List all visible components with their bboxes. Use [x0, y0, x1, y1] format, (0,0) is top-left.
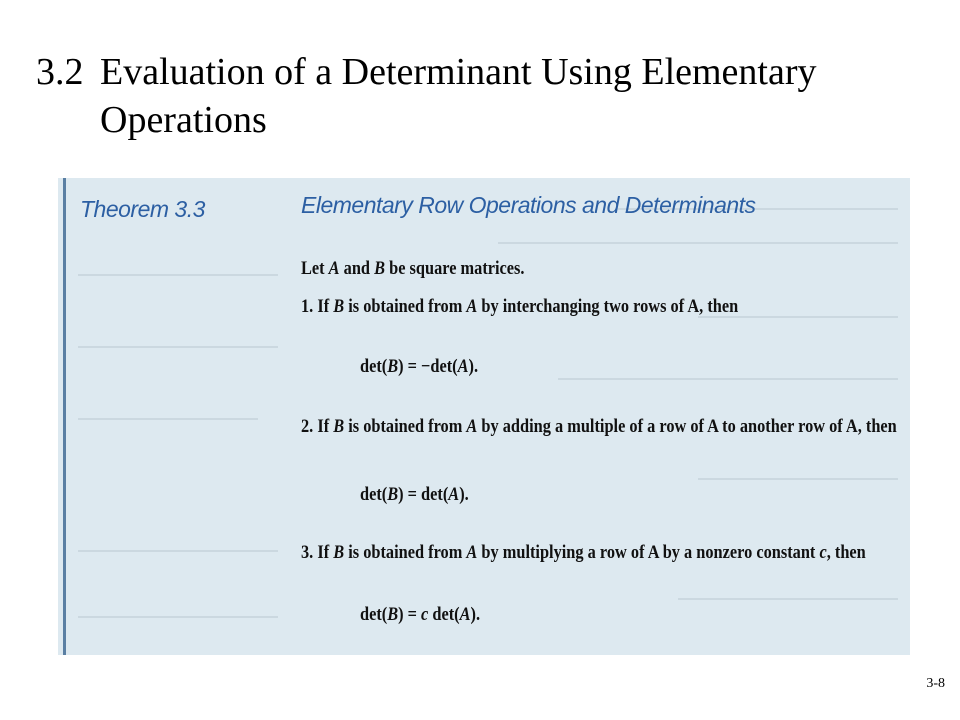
theorem-left-rule: [63, 178, 66, 655]
bleed-through-line: [678, 598, 898, 600]
page-number: 3-8: [926, 676, 945, 691]
bleed-through-line: [78, 550, 278, 552]
theorem-item-3: 3. If B is obtained from A by multiplying a row of A by a nonzero constant c, then: [301, 542, 866, 563]
theorem-box: [58, 178, 910, 655]
theorem-equation-1: det(B) = −det(A).: [360, 356, 479, 377]
bleed-through-line: [78, 616, 278, 618]
theorem-item-1: 1. If B is obtained from A by interchanging two rows of A, then: [301, 296, 739, 317]
bleed-through-line: [498, 242, 898, 244]
theorem-intro: Let A and B be square matrices.: [301, 258, 525, 279]
theorem-equation-2: det(B) = det(A).: [360, 484, 469, 505]
theorem-item-2: 2. If B is obtained from A by adding a multiple of a row of A to another row of A, then: [301, 416, 897, 437]
bleed-through-line: [78, 418, 258, 420]
bleed-through-line: [698, 478, 898, 480]
theorem-equation-3: det(B) = c det(A).: [360, 604, 481, 625]
bleed-through-line: [78, 346, 278, 348]
bleed-through-line: [78, 274, 278, 276]
title-line-2: Operations: [100, 99, 267, 141]
section-number: 3.2: [36, 51, 84, 93]
theorem-label: Theorem 3.3: [80, 196, 205, 222]
theorem-heading: Elementary Row Operations and Determinants: [301, 192, 756, 218]
slide-title: [36, 48, 936, 144]
bleed-through-line: [558, 378, 898, 380]
title-line-1: Evaluation of a Determinant Using Elementary: [100, 51, 817, 93]
